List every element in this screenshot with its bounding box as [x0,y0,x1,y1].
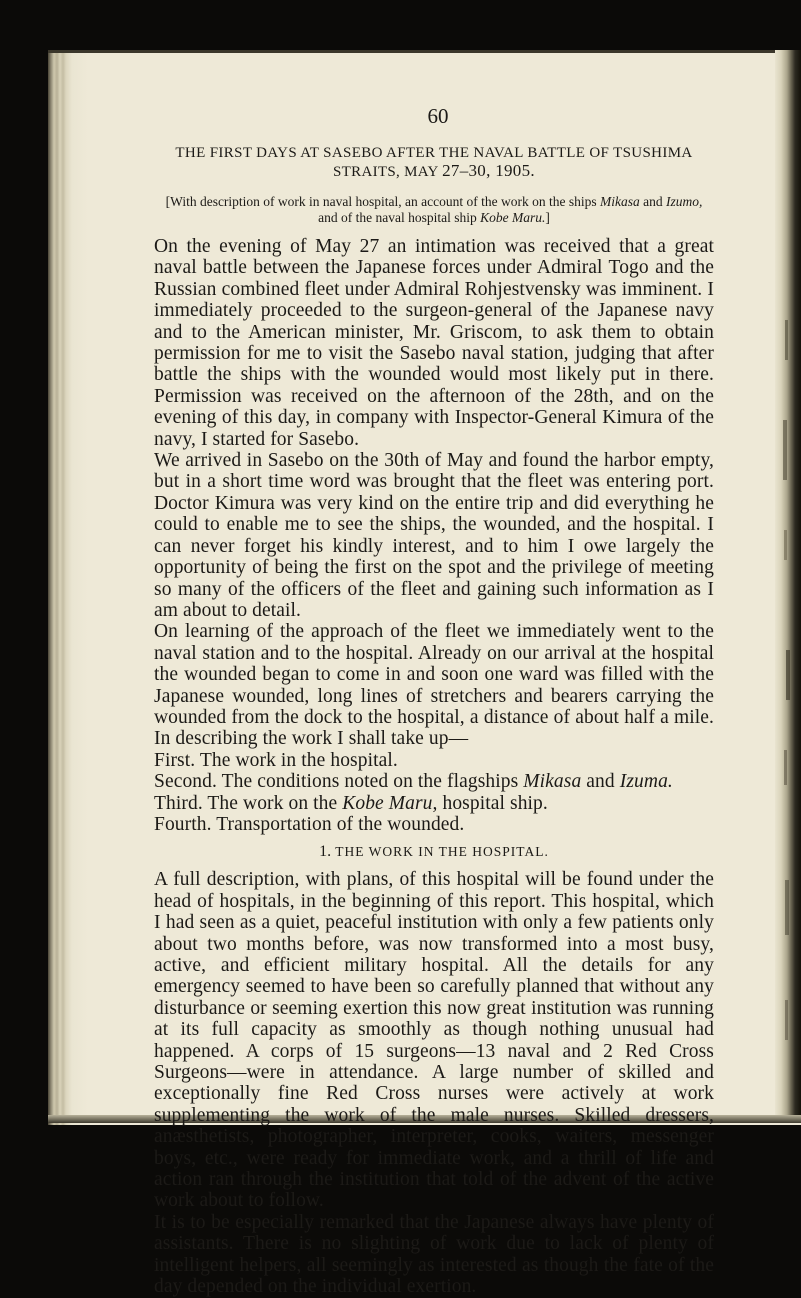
list-item-first: First. The work in the hospital. [154,749,398,771]
paragraph: It is to be especially remarked that the Japanese always have plenty of assistants. There is no slighting of work due to lack of plenty of intelligent helpers, all seemingly as interested as though the fate of the day depended on the individual exertion. [154,1211,714,1298]
list-item-fourth: Fourth. Transportation of the wounded. [154,813,465,835]
paragraph: On the evening of May 27 an intimation was received that a great naval battle between the Japanese forces under Admiral Togo and the Russian combined fleet under Admiral Rohjestvensky was imminent. I immediately proceeded to the surgeon-general of the Japanese navy and to the American minister, Mr. Griscom, to ask them to obtain permission for me to visit the Sasebo naval station, judging that after battle the ships with the wounded would most likely put in there. Permission was received on the afternoon of the 28th, and on the evening of this day, in company with Inspector-General Kimura of the navy, I started for Sasebo. [154,236,714,450]
editorial-note-ship-a: Mikasa [600,194,640,209]
editorial-note-text2: and of the naval hospital ship [318,210,477,225]
chapter-title-date: 27–30, 1905. [442,161,535,180]
list-item-third-suffix: hospital ship. [442,792,548,814]
list-item-second-text: Second. The conditions noted on the flagships [154,771,519,793]
list-item-second-ship-a: Mikasa [523,771,582,793]
editorial-note-bracket: ] [545,210,550,225]
chapter-title-line2 [154,162,714,181]
list-item-second-ship-b: Izuma. [619,771,673,793]
list-item-third-text: Third. The work on the [154,792,338,814]
section-title: THE WORK IN THE HOSPITAL. [335,844,549,860]
editorial-note-and: and [643,194,663,209]
section-number: 1. [319,843,332,861]
section-heading [154,843,714,861]
paragraph: On learning of the approach of the fleet we immediately went to the naval station and to the hospital. Already on our arrival at the hospital the wounded began to come in and soon one ward was filled with the Japanese wounded, long lines of stretchers and bearers carrying the wounded from the dock to the hospital, a distance of about half a mile. In describing the work I shall take up— [154,621,714,750]
paper-stains [775,60,797,1120]
list-item-second [154,771,714,792]
list-item-third [154,793,714,814]
editorial-note-line2 [146,210,722,226]
list-item-second-and: and [586,771,615,793]
editorial-note-text1: [With description of work in naval hospital, an account of the work on the ships [165,194,597,209]
editorial-note-ship-c: Kobe Maru. [480,210,546,225]
page-content [154,104,714,1298]
paragraph: A full description, with plans, of this hospital will be found under the head of hospitals, in the beginning of this report. This hospital, which I had seen as a quiet, peaceful institution with only a few patients only about two months before, was now transformed into a most busy, active, and efficient military hospital. All the details for any emergency seemed to have been so carefully planned that without any disturbance or seeming exertion this now great institution was running at its full capacity as smoothly as though nothing unusual had happened. A corps of 15 surgeons—13 naval and 2 Red Cross Surgeons—were in attendance. A large number of skilled and exceptionally fine Red Cross nurses were actively at work supplementing the work of the male nurses. Skilled dressers, anæsthetists, photographer, interpreter, cooks, waiters, messenger boys, etc., were ready for immediate work, and a thrill of life and action ran through the institution that told of the advent of the active work about to follow. [154,869,714,1212]
editorial-note-line1 [146,194,722,210]
editorial-note [146,194,722,226]
chapter-title: THE FIRST DAYS AT SASEBO AFTER THE NAVAL BATTLE OF TSUSHIMA [175,145,693,161]
list-item-third-ship: Kobe Maru, [342,792,438,814]
editorial-note-ship-b: Izumo, [666,194,703,209]
body-text [154,236,714,1298]
page-number: 60 [427,104,449,128]
paragraph: We arrived in Sasebo on the 30th of May and found the harbor empty, but in a short time word was brought that the fleet was entering port. Doctor Kimura was very kind on the entire trip and did everything he could to enable me to see the ships, the wounded, and the hospital. I can never forget his kindly interest, and to him I owe largely the opportunity of being the first on the spot and the privilege of meeting so many of the officers of the fleet and gaining such information as I am about to detail. [154,450,714,621]
chapter-title-line2-prefix: STRAITS, MAY [333,164,439,180]
